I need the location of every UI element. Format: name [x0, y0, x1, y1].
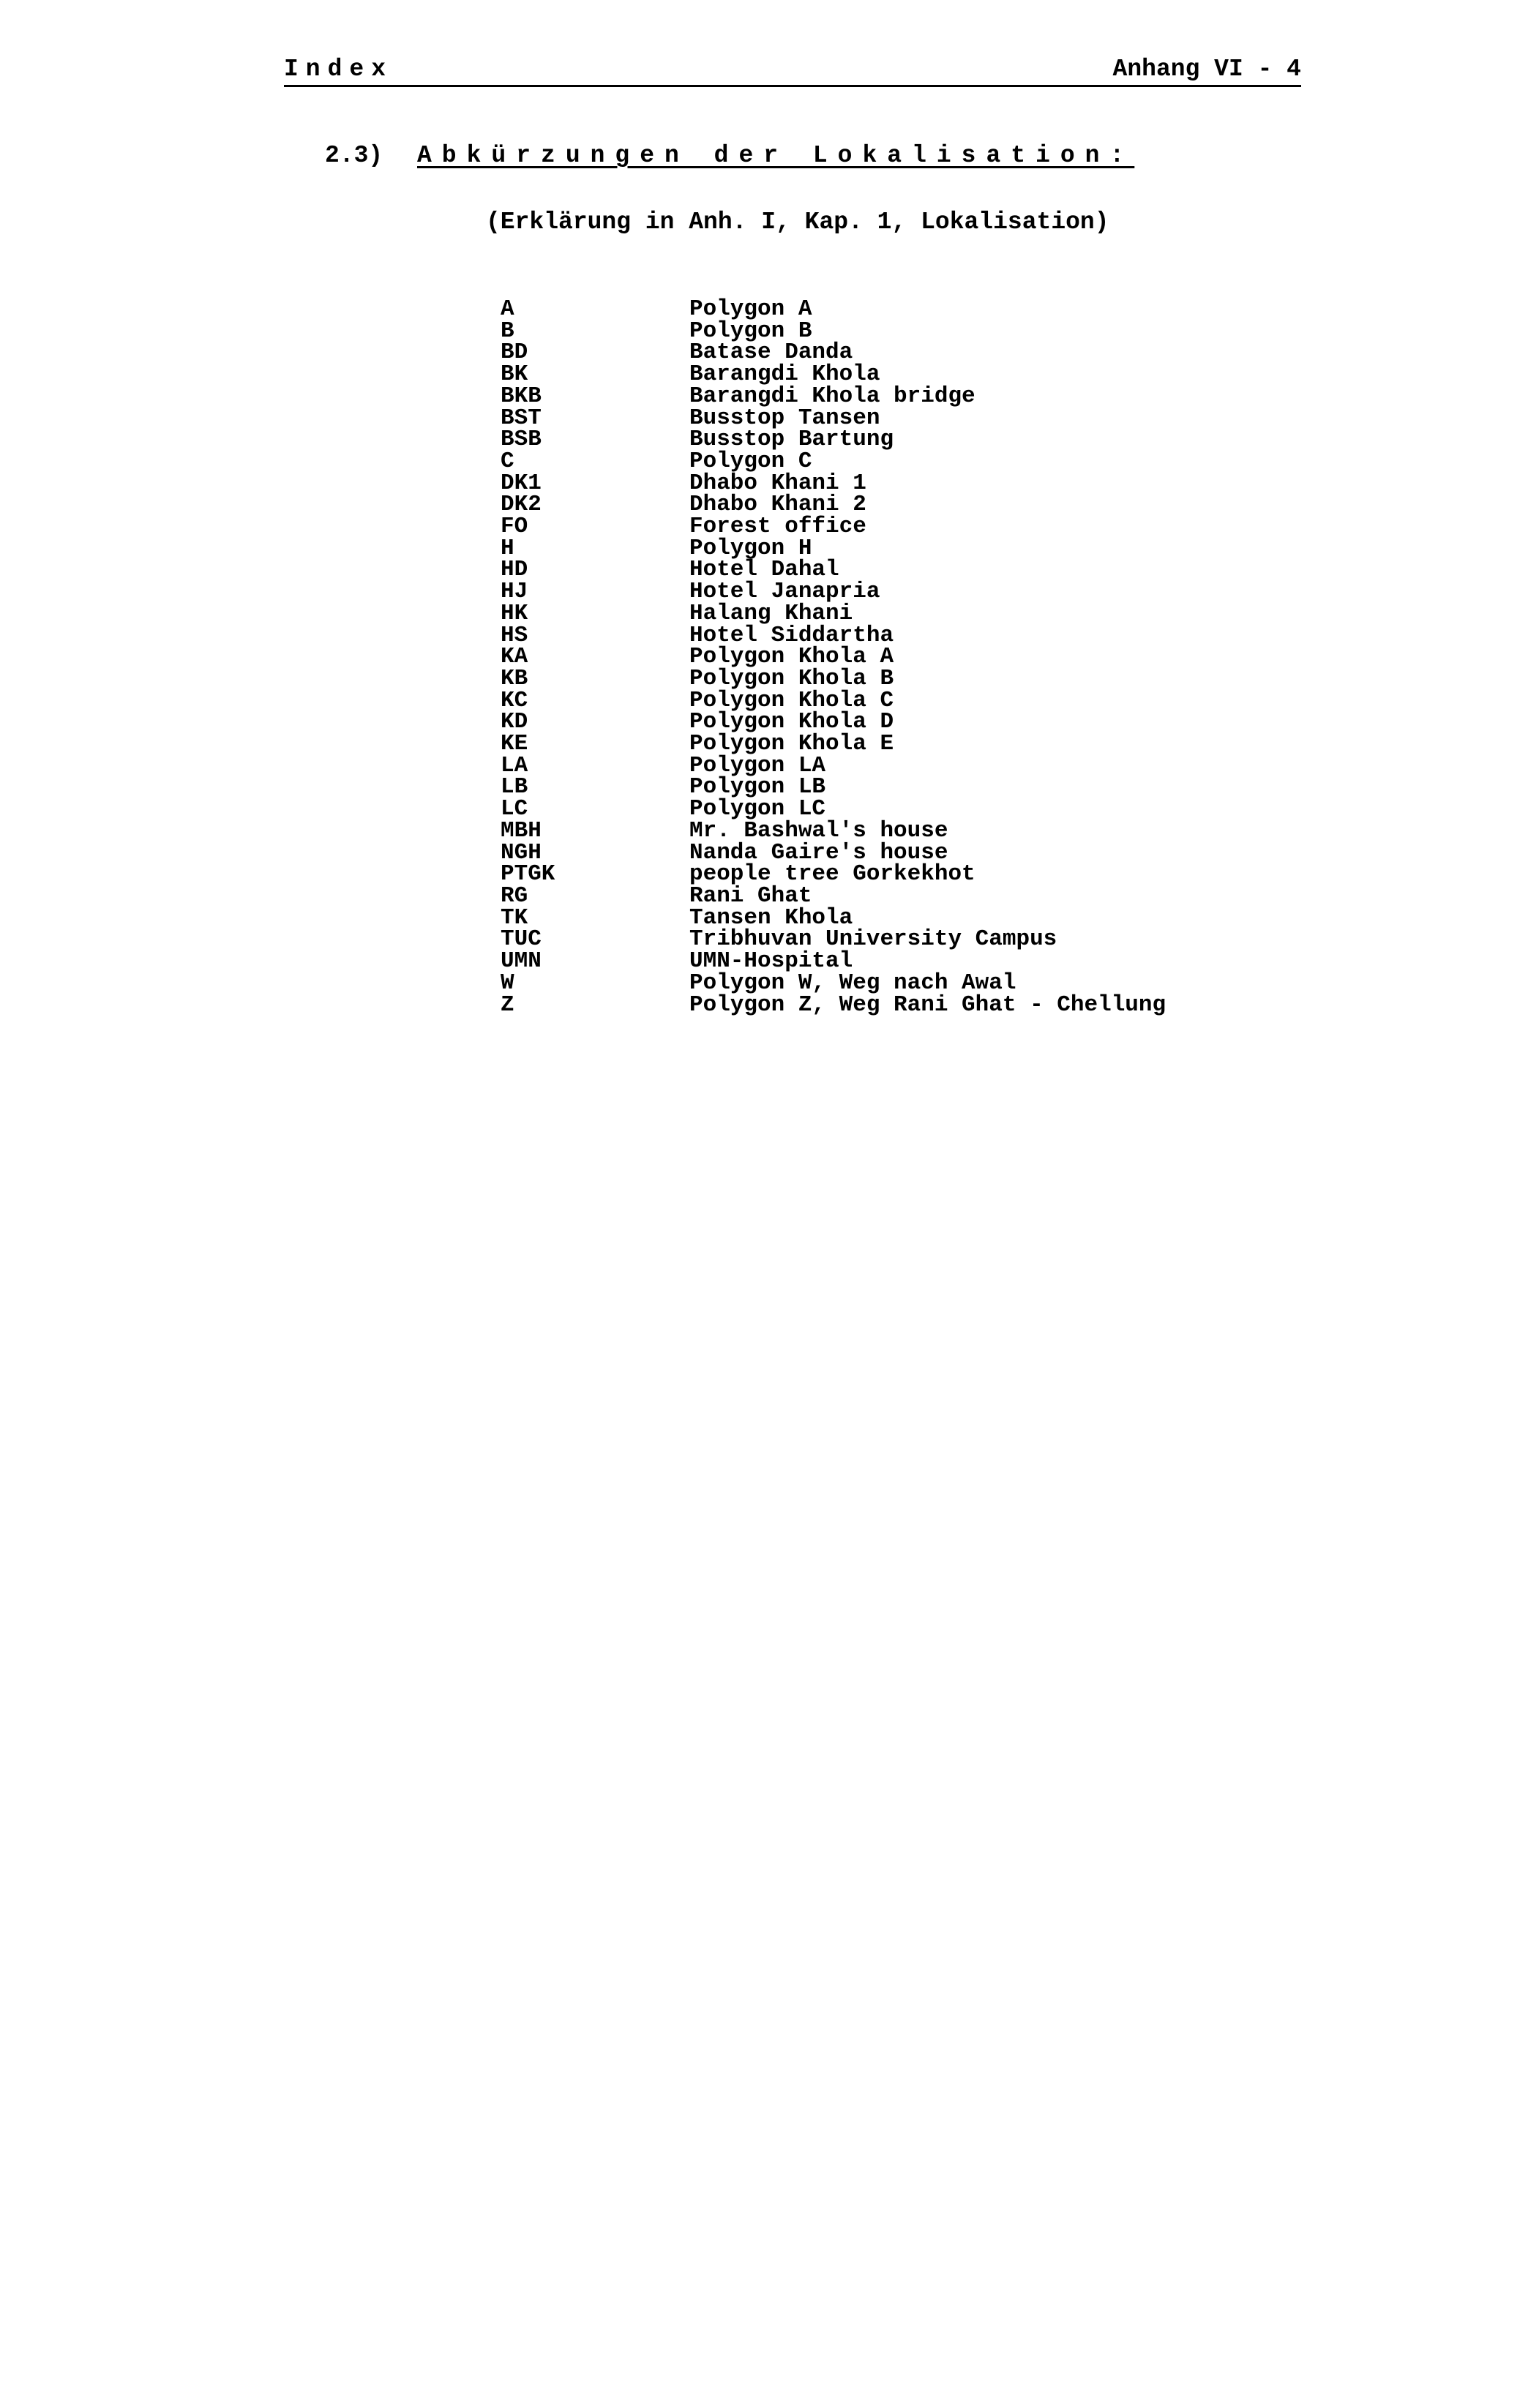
abbreviation-code: MBH: [501, 817, 542, 844]
abbreviation-code: C: [501, 448, 514, 474]
abbreviation-code: BKB: [501, 383, 542, 409]
abbreviation-description: Mr. Bashwal's house: [689, 817, 948, 844]
abbreviation-row: [501, 711, 1166, 733]
abbreviation-code: FO: [501, 514, 528, 540]
abbreviation-code: BSB: [501, 427, 542, 453]
abbreviation-row: [501, 752, 1166, 779]
abbreviation-code: HS: [501, 622, 528, 648]
abbreviation-description: Polygon Khola D: [689, 709, 894, 735]
abbreviation-code: KB: [501, 665, 528, 691]
abbreviation-row: [501, 600, 1166, 626]
abbreviation-code: HD: [501, 557, 528, 583]
abbreviation-description: Nanda Gaire's house: [689, 839, 948, 866]
abbreviation-row: [501, 646, 1166, 668]
header-index-label: Index: [284, 56, 394, 83]
abbreviation-row: [501, 296, 1166, 322]
abbreviation-description: Polygon B: [689, 318, 812, 344]
abbreviation-row: [501, 733, 1166, 755]
abbreviation-description: Tansen Khola: [689, 904, 853, 931]
abbreviation-description: Dhabo Khani 2: [689, 492, 866, 518]
abbreviation-row: [501, 948, 1166, 975]
abbreviation-row: [501, 665, 1166, 691]
abbreviation-row: [501, 361, 1166, 388]
abbreviation-row: [501, 798, 1166, 820]
abbreviation-description: Polygon W, Weg nach Awal: [689, 969, 1016, 996]
abbreviation-row: [501, 559, 1166, 581]
abbreviation-row: [501, 535, 1166, 561]
abbreviation-code: KC: [501, 687, 528, 713]
abbreviation-row: [501, 991, 1166, 1018]
abbreviation-code: W: [501, 969, 514, 996]
abbreviation-description: UMN-Hospital: [689, 948, 853, 975]
abbreviation-description: Hotel Dahal: [689, 557, 839, 583]
section-subtitle: (Erklärung in Anh. I, Kap. 1, Lokalisation): [486, 209, 1109, 236]
abbreviation-code: A: [501, 296, 514, 322]
abbreviation-row: [501, 448, 1166, 474]
abbreviation-code: KE: [501, 731, 528, 757]
abbreviation-row: [501, 494, 1166, 516]
abbreviation-description: Polygon Khola B: [689, 665, 894, 691]
abbreviation-code: LC: [501, 796, 528, 822]
abbreviation-row: [501, 839, 1166, 866]
abbreviation-description: Polygon LA: [689, 752, 826, 779]
abbreviation-code: H: [501, 535, 514, 561]
abbreviation-description: Polygon Khola A: [689, 644, 894, 670]
page-header: [284, 56, 1301, 87]
abbreviation-row: [501, 776, 1166, 798]
abbreviation-description: Polygon LB: [689, 774, 826, 800]
abbreviation-row: [501, 969, 1166, 996]
abbreviation-code: TUC: [501, 926, 542, 953]
abbreviation-description: Polygon A: [689, 296, 812, 322]
abbreviation-row: [501, 470, 1166, 496]
abbreviation-row: [501, 817, 1166, 844]
abbreviation-row: [501, 882, 1166, 909]
abbreviation-row: [501, 926, 1166, 953]
abbreviation-row: [501, 861, 1166, 888]
abbreviation-code: B: [501, 318, 514, 344]
abbreviation-description: Barangdi Khola: [689, 361, 880, 388]
abbreviation-code: DK1: [501, 470, 542, 496]
abbreviation-description: Hotel Janapria: [689, 579, 880, 605]
abbreviation-row: [501, 687, 1166, 713]
abbreviation-description: Forest office: [689, 514, 866, 540]
abbreviation-code: PTGK: [501, 861, 555, 888]
section-title: Abkürzungen der Lokalisation:: [417, 142, 1135, 169]
abbreviation-code: BD: [501, 340, 528, 366]
abbreviation-description: Barangdi Khola bridge: [689, 383, 975, 409]
abbreviation-list: [501, 296, 1166, 1018]
abbreviation-code: HJ: [501, 579, 528, 605]
abbreviation-row: [501, 904, 1166, 931]
abbreviation-description: Polygon C: [689, 448, 812, 474]
abbreviation-code: LB: [501, 774, 528, 800]
abbreviation-description: Polygon LC: [689, 796, 826, 822]
abbreviation-description: Busstop Bartung: [689, 427, 894, 453]
abbreviation-code: RG: [501, 882, 528, 909]
abbreviation-row: [501, 429, 1166, 451]
abbreviation-description: Tribhuvan University Campus: [689, 926, 1057, 953]
abbreviation-description: Polygon Z, Weg Rani Ghat - Chellung: [689, 991, 1166, 1018]
abbreviation-code: Z: [501, 991, 514, 1018]
abbreviation-code: KA: [501, 644, 528, 670]
abbreviation-code: DK2: [501, 492, 542, 518]
abbreviation-description: Batase Danda: [689, 340, 853, 366]
abbreviation-code: NGH: [501, 839, 542, 866]
abbreviation-description: Halang Khani: [689, 600, 853, 626]
abbreviation-row: [501, 383, 1166, 409]
abbreviation-code: TK: [501, 904, 528, 931]
abbreviation-code: UMN: [501, 948, 542, 975]
abbreviation-row: [501, 622, 1166, 648]
abbreviation-description: Busstop Tansen: [689, 405, 880, 431]
abbreviation-row: [501, 516, 1166, 538]
abbreviation-description: Polygon H: [689, 535, 812, 561]
abbreviation-row: [501, 405, 1166, 431]
header-page-ref: Anhang VI - 4: [1112, 56, 1301, 83]
abbreviation-description: Hotel Siddartha: [689, 622, 894, 648]
abbreviation-description: Polygon Khola E: [689, 731, 894, 757]
section-number: 2.3): [325, 142, 383, 169]
abbreviation-description: Rani Ghat: [689, 882, 812, 909]
abbreviation-description: Dhabo Khani 1: [689, 470, 866, 496]
abbreviation-row: [501, 581, 1166, 603]
abbreviation-code: BK: [501, 361, 528, 388]
abbreviation-code: HK: [501, 600, 528, 626]
abbreviation-description: Polygon Khola C: [689, 687, 894, 713]
abbreviation-row: [501, 342, 1166, 364]
abbreviation-code: KD: [501, 709, 528, 735]
abbreviation-description: people tree Gorkekhot: [689, 861, 975, 888]
abbreviation-row: [501, 320, 1166, 342]
abbreviation-code: BST: [501, 405, 542, 431]
abbreviation-code: LA: [501, 752, 528, 779]
